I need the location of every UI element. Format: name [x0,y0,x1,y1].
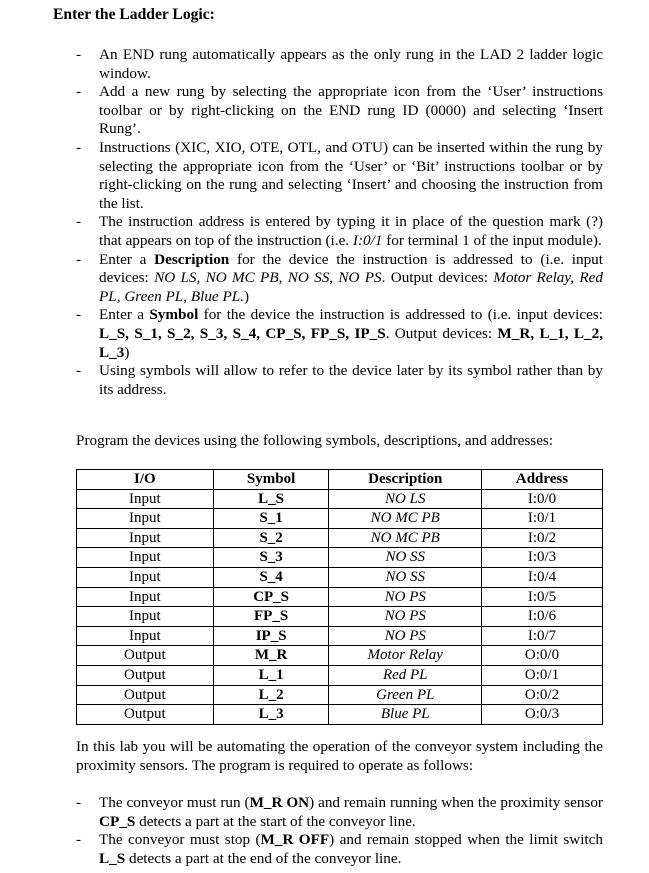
text-segment: The instruction address is entered by typing it in place of the question mark (?) that appears on top of the instruction (i.e. [99,213,603,249]
address-cell: I:0/6 [482,607,603,627]
list-item [76,251,603,307]
list-item [76,213,603,250]
bold-text: L_S [99,849,126,867]
address-cell: O:0/3 [482,705,603,725]
bold-text: CP_S [99,812,136,830]
symbol-cell: FP_S [213,607,329,627]
bullet-dash: - [76,362,82,380]
text-segment: detects a part at the start of the conveyor line. [135,812,416,830]
description-cell: NO PS [329,626,482,646]
text-segment: for terminal 1 of the input module). [382,231,602,249]
io-cell: Input [77,489,214,509]
column-header-symbol: Symbol [213,470,329,490]
bullet-dash: - [76,794,82,811]
text-segment: . Output devices: [385,324,498,342]
bullet-dash: - [76,213,82,231]
bullet-dash: - [76,83,82,101]
table-row [77,685,603,705]
symbol-cell: S_1 [213,509,329,529]
lab-paragraph: In this lab you will be automating the operation of the conveyor system including the proximity sensors. The program is required to operate as follows: [76,738,603,774]
intro-paragraph: Program the devices using the following symbols, descriptions, and addresses: [76,432,554,449]
description-cell: Red PL [329,665,482,685]
list-item [76,139,603,213]
text-segment: ) [243,287,250,305]
text-segment: . Output devices: [381,269,494,287]
text-segment: for the device the instruction is addressed to (i.e. input devices: [198,306,603,324]
table-row [77,489,603,509]
text-segment: detects a part at the end of the conveyor line. [125,849,402,867]
text-segment: Add a new rung by selecting the appropriate icon from the ‘User’ instructions toolbar or by right-clicking on the END rung ID (0000) and selecting ‘Insert Rung’. [99,83,603,138]
io-cell: Input [77,509,214,529]
bullet-dash: - [76,831,82,849]
description-cell: NO MC PB [329,509,482,529]
address-cell: I:0/2 [482,528,603,548]
table-row [77,665,603,685]
io-cell: Input [77,567,214,587]
bullet-dash: - [76,306,82,324]
italic-text: Motor Relay, Red PL, Green PL, Blue PL. [99,269,603,305]
io-cell: Input [77,626,214,646]
address-cell: O:0/2 [482,685,603,705]
address-cell: I:0/5 [482,587,603,607]
list-item [76,831,603,868]
table-row [77,626,603,646]
list-item [76,83,603,139]
io-cell: Input [77,607,214,627]
column-header-address: Address [482,470,603,490]
operation-list [76,794,603,868]
table-row [77,607,603,627]
io-cell: Input [77,548,214,568]
address-cell: I:0/3 [482,548,603,568]
io-cell: Input [77,587,214,607]
symbol-cell: CP_S [213,587,329,607]
description-cell: Green PL [329,685,482,705]
table-header-row [77,470,603,490]
text-segment: for the device the instruction is addressed to (i.e. input devices: [99,250,603,287]
address-cell: I:0/1 [482,509,603,529]
table-row [77,705,603,725]
symbol-cell: L_2 [213,685,329,705]
text-segment: An END rung automatically appears as the only rung in the LAD 2 ladder logic window. [99,46,603,82]
table-row [77,646,603,666]
io-cell: Output [77,646,214,666]
symbol-cell: L_S [213,489,329,509]
list-item [76,794,603,831]
section-heading: Enter the Ladder Logic: [53,6,215,23]
text-segment: The conveyor must stop ( [99,831,261,849]
bold-text: M_R OFF [260,831,330,849]
description-cell: NO LS [329,489,482,509]
text-segment: ) and remain running when the proximity sensor [309,794,603,811]
description-cell: NO SS [329,548,482,568]
symbol-cell: L_3 [213,705,329,725]
column-header-io: I/O [77,470,214,490]
table-row [77,587,603,607]
text-segment: ) and remain stopped when the limit switch [329,831,603,849]
symbol-cell: L_1 [213,665,329,685]
text-segment: Using symbols will allow to refer to the device later by its symbol rather than by its address. [99,362,603,398]
address-cell: I:0/7 [482,626,603,646]
bold-text: L_S, S_1, S_2, S_3, S_4, CP_S, FP_S, IP_S [99,324,386,342]
text-segment: Enter a [99,306,150,324]
text-segment: Instructions (XIC, XIO, OTE, OTL, and OTU) can be inserted within the rung by selecting the appropriate icon from the ‘User’ or ‘Bit’ instructions toolbar or by right-clicking on the rung and selecting ‘Insert’ and choosing the instruction from the list. [99,138,603,212]
io-cell: Output [77,665,214,685]
column-header-description: Description [329,470,482,490]
table-row [77,567,603,587]
description-cell: Blue PL [329,705,482,725]
symbol-cell: M_R [213,646,329,666]
description-cell: NO MC PB [329,528,482,548]
io-cell: Output [77,705,214,725]
address-cell: O:0/1 [482,665,603,685]
bullet-dash: - [76,46,82,63]
table-row [77,528,603,548]
bullet-dash: - [76,138,82,156]
italic-text: I:0/1 [352,231,383,249]
description-cell: Motor Relay [329,646,482,666]
list-item [76,362,603,399]
instruction-list [76,46,603,399]
text-segment: Enter a [99,250,155,268]
address-cell: I:0/0 [482,489,603,509]
bullet-dash: - [76,250,82,268]
list-item [76,46,603,83]
bold-text: M_R, L_1, L_2, L_3 [99,324,603,361]
symbol-cell: S_2 [213,528,329,548]
symbol-cell: S_3 [213,548,329,568]
text-segment: ) [124,343,130,361]
io-cell: Input [77,528,214,548]
bold-text: Symbol [149,306,199,324]
description-cell: NO PS [329,587,482,607]
bold-text: Description [154,250,230,268]
symbol-cell: S_4 [213,567,329,587]
address-cell: I:0/4 [482,567,603,587]
text-segment: The conveyor must run ( [99,794,250,811]
address-cell: O:0/0 [482,646,603,666]
description-cell: NO SS [329,567,482,587]
io-table [76,469,603,725]
io-cell: Output [77,685,214,705]
bold-text: M_R ON [249,794,310,811]
symbol-cell: IP_S [213,626,329,646]
table-row [77,509,603,529]
list-item [76,306,603,362]
description-cell: NO PS [329,607,482,627]
table-row [77,548,603,568]
italic-text: NO LS, NO MC PB, NO SS, NO PS [154,269,382,287]
